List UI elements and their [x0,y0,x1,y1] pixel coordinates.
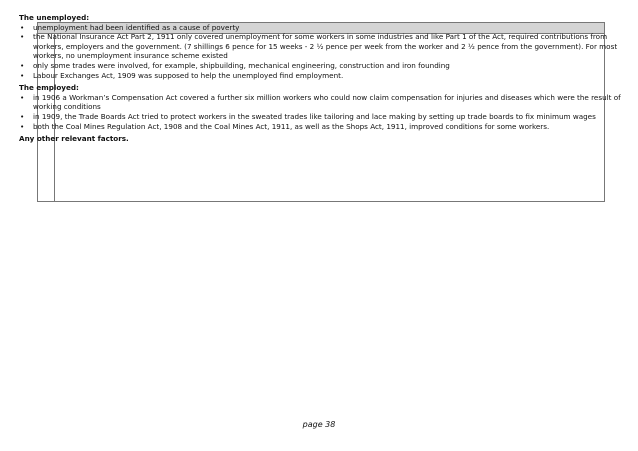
bullet-icon: • [20,121,25,131]
list-item: • in 1909, the Trade Boards Act tried to protect workers in the sweated trades like tailoring and lace making by setting up trade boards to fix minimum wages [20,111,596,121]
bullet-list [19,93,632,131]
bullet-icon: • [20,22,25,32]
list-item: • Labour Exchanges Act, 1909 was supposed to help the unemployed find employment. [20,70,344,80]
bullet-icon: • [20,70,25,80]
bullet-icon: • [20,111,25,121]
section-heading: The unemployed: [19,13,90,22]
list-item: • the National Insurance Act Part 2, 1911 only covered unemployment for some workers in some industries and like Part 1 of the Act, required contributions from workers, employers and the government. (7 shillings 6 pence for 15 weeks - 2 ½ pence per week from the worker and 2 ½ pence from the government). For most workers, no unemployment insurance scheme existed [20,32,618,61]
table-content [19,13,632,144]
list-item: • only some trades were involved, for example, shipbuilding, mechanical engineering, construction and iron founding [20,60,450,70]
bullet-icon: • [20,32,25,42]
bullet-icon: • [20,60,25,70]
bullet-list [19,23,632,81]
page-number: page 38 [302,420,336,429]
list-item: • in 1906 a Workman’s Compensation Act covered a further six million workers who could now claim compensation for injuries and diseases which were the result of working conditions [20,92,621,112]
bullet-icon: • [20,92,25,102]
section-unemployed [19,13,632,80]
list-item: • unemployment had been identified as a cause of poverty [20,22,240,32]
section-heading: The employed: [19,83,79,93]
section-employed [19,83,632,131]
list-item: • both the Coal Mines Regulation Act, 1908 and the Coal Mines Act, 1911, as well as the Shops Act, 1911, improved conditions for some workers. [20,121,550,131]
closing-note: Any other relevant factors. [19,134,129,144]
